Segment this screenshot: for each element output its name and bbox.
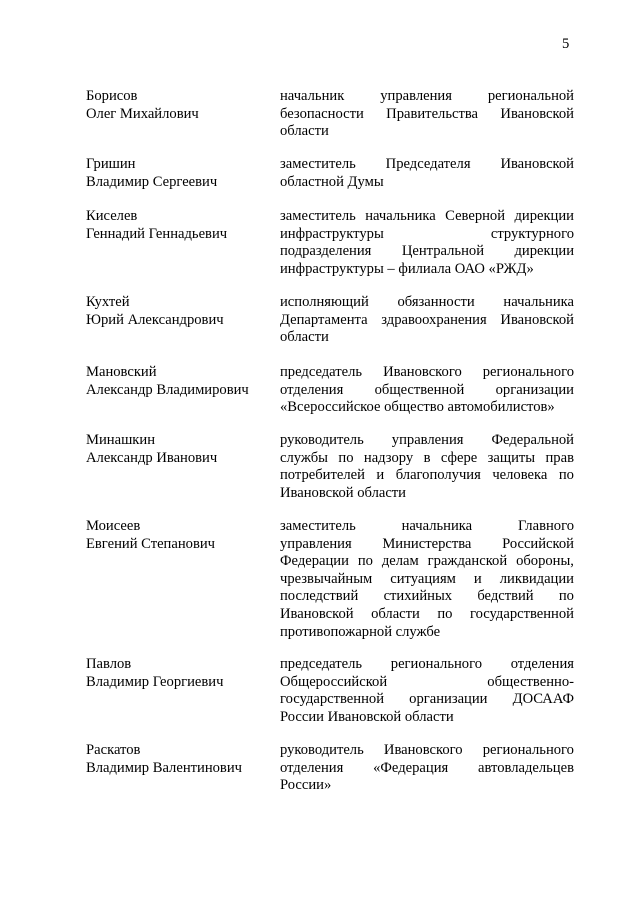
- position-word: отделения: [280, 381, 344, 398]
- position-line: [280, 88, 574, 106]
- position-word: Федерации: [280, 553, 349, 570]
- position-word: надзору: [363, 449, 414, 466]
- member-given-names: Александр Иванович: [86, 449, 218, 466]
- position-word: руководитель: [280, 742, 364, 758]
- member-given-names: Владимир Сергеевич: [86, 173, 218, 190]
- position-word: подразделения: [280, 243, 372, 260]
- position-word: Министерства: [382, 535, 472, 552]
- member-surname: Борисов: [86, 88, 138, 104]
- position-line: [280, 450, 574, 468]
- position-word: автовладельцев: [478, 759, 574, 776]
- member-surname: Кухтей: [86, 294, 130, 310]
- position-line: [280, 553, 574, 571]
- position-word: и: [376, 467, 385, 484]
- position-line: инфраструктуры – филиала ОАО «РЖД»: [280, 260, 534, 277]
- position-word: исполняющий: [280, 294, 369, 310]
- position-word: заместитель: [280, 156, 356, 172]
- position-line: [280, 382, 574, 400]
- member-name: [86, 294, 276, 329]
- position-word: здравоохранения: [381, 311, 487, 328]
- member-given-names: Владимир Валентинович: [86, 759, 242, 776]
- position-line: [280, 226, 574, 244]
- position-word: дирекции: [514, 208, 574, 224]
- position-line: [280, 760, 574, 778]
- position-line: [280, 156, 574, 174]
- position-line: [280, 106, 574, 124]
- position-word: начальника: [365, 208, 436, 224]
- position-word: благополучия: [395, 467, 481, 484]
- position-word: ситуациям: [390, 570, 456, 587]
- member-position: [280, 432, 574, 502]
- position-line: [280, 588, 574, 606]
- member-position: [280, 294, 574, 347]
- position-word: отделения: [280, 759, 344, 776]
- position-word: по: [558, 467, 574, 484]
- position-word: Ивановского: [383, 742, 463, 758]
- position-word: последствий: [280, 588, 359, 605]
- member-name: [86, 364, 276, 399]
- position-word: Российской: [502, 535, 574, 552]
- position-word: инфраструктуры: [280, 225, 384, 242]
- position-word: региональной: [487, 88, 574, 104]
- position-word: общественно-: [487, 673, 574, 690]
- position-line: [280, 432, 574, 450]
- position-word: дирекции: [514, 243, 574, 260]
- position-word: ликвидации: [499, 570, 574, 587]
- position-word: организации: [495, 381, 574, 398]
- position-word: по: [338, 449, 354, 466]
- position-word: чрезвычайным: [280, 570, 373, 587]
- member-position: [280, 656, 574, 726]
- position-word: бедствий: [477, 588, 534, 605]
- position-word: ДОСААФ: [512, 691, 574, 708]
- position-word: начальника: [503, 294, 574, 310]
- position-word: Общероссийской: [280, 673, 388, 690]
- position-word: Федеральной: [491, 432, 574, 448]
- position-line: [280, 606, 574, 624]
- position-word: стихийных: [383, 588, 453, 605]
- position-word: Ивановской: [500, 156, 574, 172]
- position-word: Правительства: [386, 105, 479, 122]
- member-surname: Минашкин: [86, 432, 156, 448]
- position-word: регионального: [482, 364, 574, 380]
- position-line: [280, 243, 574, 261]
- position-line: [280, 208, 574, 226]
- position-word: заместитель: [280, 208, 356, 224]
- member-name: [86, 432, 276, 467]
- position-line: [280, 674, 574, 692]
- position-word: Ивановской: [500, 311, 574, 328]
- position-word: регионального: [482, 742, 574, 758]
- position-line: России»: [280, 777, 332, 794]
- position-line: «Всероссийское общество автомобилистов»: [280, 399, 555, 416]
- position-word: обязанности: [397, 294, 475, 310]
- position-word: управления: [391, 432, 464, 448]
- member-surname: Мановский: [86, 364, 157, 380]
- position-word: председатель: [280, 364, 363, 380]
- member-position: [280, 88, 574, 141]
- member-position: [280, 364, 574, 417]
- position-word: прав: [545, 449, 574, 466]
- position-line: [280, 312, 574, 330]
- position-word: управления: [280, 535, 352, 552]
- member-name: [86, 742, 276, 777]
- position-word: обороны,: [516, 553, 574, 570]
- position-word: по: [357, 553, 373, 570]
- position-word: по: [558, 588, 574, 605]
- position-line: Ивановской области: [280, 484, 406, 501]
- position-line: противопожарной службе: [280, 623, 441, 640]
- position-line: [280, 691, 574, 709]
- member-name: [86, 156, 276, 191]
- member-surname: Гришин: [86, 156, 136, 172]
- position-line: [280, 571, 574, 589]
- position-word: в: [423, 449, 431, 466]
- member-surname: Павлов: [86, 656, 132, 672]
- position-word: государственной: [469, 605, 574, 622]
- position-line: областной Думы: [280, 173, 384, 190]
- member-name: [86, 656, 276, 691]
- position-line: [280, 294, 574, 312]
- position-word: человека: [492, 467, 548, 484]
- position-word: регионального: [390, 656, 483, 672]
- member-given-names: Олег Михайлович: [86, 105, 199, 122]
- position-line: [280, 518, 574, 536]
- member-surname: Раскатов: [86, 742, 141, 758]
- member-given-names: Евгений Степанович: [86, 535, 215, 552]
- member-name: [86, 208, 276, 243]
- position-word: Северной: [445, 208, 506, 224]
- position-word: организации: [409, 691, 488, 708]
- position-word: службы: [280, 449, 328, 466]
- position-word: руководитель: [280, 432, 364, 448]
- position-word: структурного: [490, 225, 574, 242]
- position-word: Ивановского: [383, 364, 462, 380]
- position-word: делам: [381, 553, 419, 570]
- member-position: [280, 742, 574, 795]
- position-word: управления: [380, 88, 452, 104]
- member-given-names: Юрий Александрович: [86, 311, 224, 328]
- member-name: [86, 518, 276, 553]
- position-word: начальник: [280, 88, 345, 104]
- position-word: по: [437, 605, 453, 622]
- member-position: [280, 156, 574, 191]
- position-word: отделения: [510, 656, 574, 672]
- position-word: начальника: [401, 518, 473, 534]
- position-word: государственной: [280, 691, 385, 708]
- member-given-names: Владимир Георгиевич: [86, 673, 224, 690]
- position-word: области: [371, 605, 420, 622]
- position-word: и: [473, 570, 482, 587]
- position-line: области: [280, 123, 329, 140]
- position-word: потребителей: [280, 467, 365, 484]
- position-line: [280, 742, 574, 760]
- position-word: гражданской: [427, 553, 508, 570]
- position-word: защиты: [487, 449, 536, 466]
- position-word: Центральной: [401, 243, 484, 260]
- member-surname: Моисеев: [86, 518, 141, 534]
- position-word: Ивановской: [280, 605, 354, 622]
- member-surname: Киселев: [86, 208, 138, 224]
- position-word: Председателя: [385, 156, 471, 172]
- member-name: [86, 88, 276, 123]
- position-word: безопасности: [280, 105, 364, 122]
- position-word: Департамента: [280, 311, 368, 328]
- position-word: председатель: [280, 656, 363, 672]
- member-given-names: Александр Владимирович: [86, 381, 249, 398]
- position-word: Ивановской: [500, 105, 574, 122]
- position-word: сфере: [440, 449, 478, 466]
- position-line: области: [280, 329, 329, 346]
- position-line: [280, 467, 574, 485]
- position-line: [280, 364, 574, 382]
- page-number: 5: [562, 36, 570, 52]
- position-word: «Федерация: [373, 759, 449, 776]
- position-word: Главного: [517, 518, 574, 534]
- member-given-names: Геннадий Геннадьевич: [86, 225, 228, 242]
- position-line: [280, 536, 574, 554]
- member-position: [280, 518, 574, 641]
- position-line: [280, 656, 574, 674]
- position-line: России Ивановской области: [280, 708, 454, 725]
- member-position: [280, 208, 574, 278]
- position-word: общественной: [374, 381, 465, 398]
- position-word: заместитель: [280, 518, 356, 534]
